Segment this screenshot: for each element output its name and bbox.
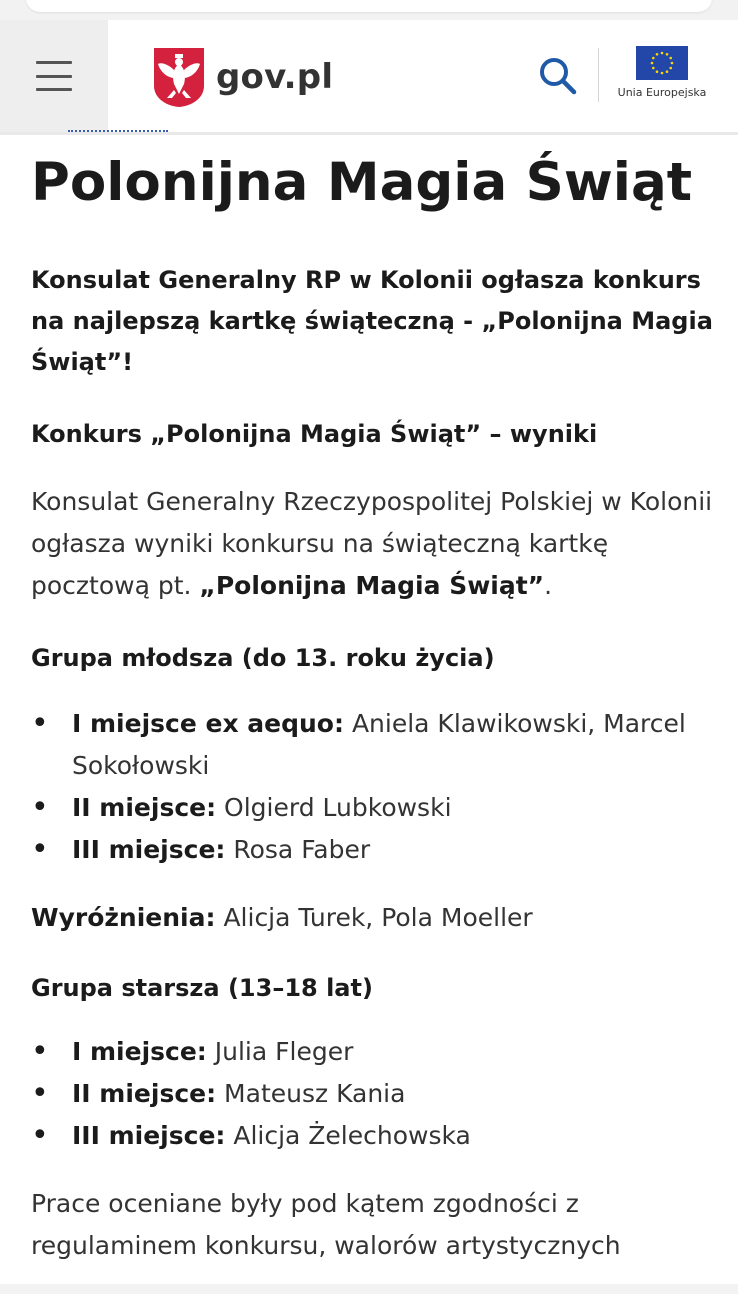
intro-end: . bbox=[544, 571, 553, 600]
place-label: II miejsce: bbox=[72, 1079, 217, 1108]
list-item bbox=[31, 787, 721, 829]
place-label: I miejsce ex aequo: bbox=[72, 709, 344, 738]
page-title: Polonijna Magia Świąt bbox=[31, 152, 693, 213]
place-label: II miejsce: bbox=[72, 793, 217, 822]
group-young-list bbox=[31, 703, 721, 871]
group-young-heading: Grupa młodsza (do 13. roku życia) bbox=[31, 644, 495, 672]
logo-text: gov.pl bbox=[216, 57, 334, 97]
place-names: Aniela Klawikowski, Marcel Sokołowski bbox=[72, 709, 686, 780]
list-item bbox=[31, 1115, 721, 1157]
intro-bold-title: „Polonijna Magia Świąt” bbox=[199, 571, 545, 600]
breadcrumb-remnant bbox=[68, 130, 168, 136]
honors-paragraph bbox=[31, 897, 721, 939]
eu-label: Unia Europejska bbox=[617, 86, 707, 99]
place-names: Alicja Żelechowska bbox=[225, 1121, 471, 1150]
menu-button[interactable] bbox=[0, 20, 108, 132]
group-old-heading: Grupa starsza (13–18 lat) bbox=[31, 974, 373, 1002]
place-names: Olgierd Lubkowski bbox=[216, 793, 452, 822]
search-button[interactable] bbox=[536, 54, 580, 98]
site-header bbox=[0, 20, 738, 135]
search-icon bbox=[536, 54, 580, 98]
eu-logo[interactable] bbox=[614, 46, 710, 99]
honors-label: Wyróżnienia: bbox=[31, 903, 216, 932]
eu-flag-icon bbox=[636, 46, 688, 80]
bottom-edge bbox=[0, 1284, 738, 1294]
group-old-list bbox=[31, 1031, 721, 1157]
intro-text: Konsulat Generalny Rzeczypospolitej Polskiej w Kolonii ogłasza wyniki konkursu na świąteczną kartkę pocztową pt. bbox=[31, 487, 713, 600]
list-item bbox=[31, 829, 721, 871]
place-names: Rosa Faber bbox=[225, 835, 371, 864]
govpl-logo[interactable] bbox=[152, 46, 333, 108]
list-item bbox=[31, 703, 721, 787]
closing-paragraph: Prace oceniane były pod kątem zgodności z regulaminem konkursu, walorów artystycznych bbox=[31, 1189, 621, 1260]
header-divider bbox=[598, 48, 599, 102]
list-item bbox=[31, 1073, 721, 1115]
article bbox=[31, 150, 721, 1267]
place-names: Julia Fleger bbox=[206, 1037, 354, 1066]
intro-paragraph bbox=[31, 481, 721, 607]
honors-names: Alicja Turek, Pola Moeller bbox=[215, 903, 533, 932]
place-label: III miejsce: bbox=[72, 1121, 226, 1150]
polish-eagle-emblem-icon bbox=[152, 46, 206, 108]
place-label: III miejsce: bbox=[72, 835, 226, 864]
results-heading: Konkurs „Polonijna Magia Świąt” – wyniki bbox=[31, 420, 598, 448]
place-names: Mateusz Kania bbox=[216, 1079, 406, 1108]
article-lead: Konsulat Generalny RP w Kolonii ogłasza konkurs na najlepszą kartkę świąteczną - „Polonijna Magia Świąt”! bbox=[31, 266, 713, 376]
list-item bbox=[31, 1031, 721, 1073]
browser-top-strip bbox=[0, 0, 738, 20]
address-bar-edge bbox=[26, 0, 712, 12]
hamburger-menu-icon bbox=[36, 61, 72, 91]
place-label: I miejsce: bbox=[72, 1037, 207, 1066]
